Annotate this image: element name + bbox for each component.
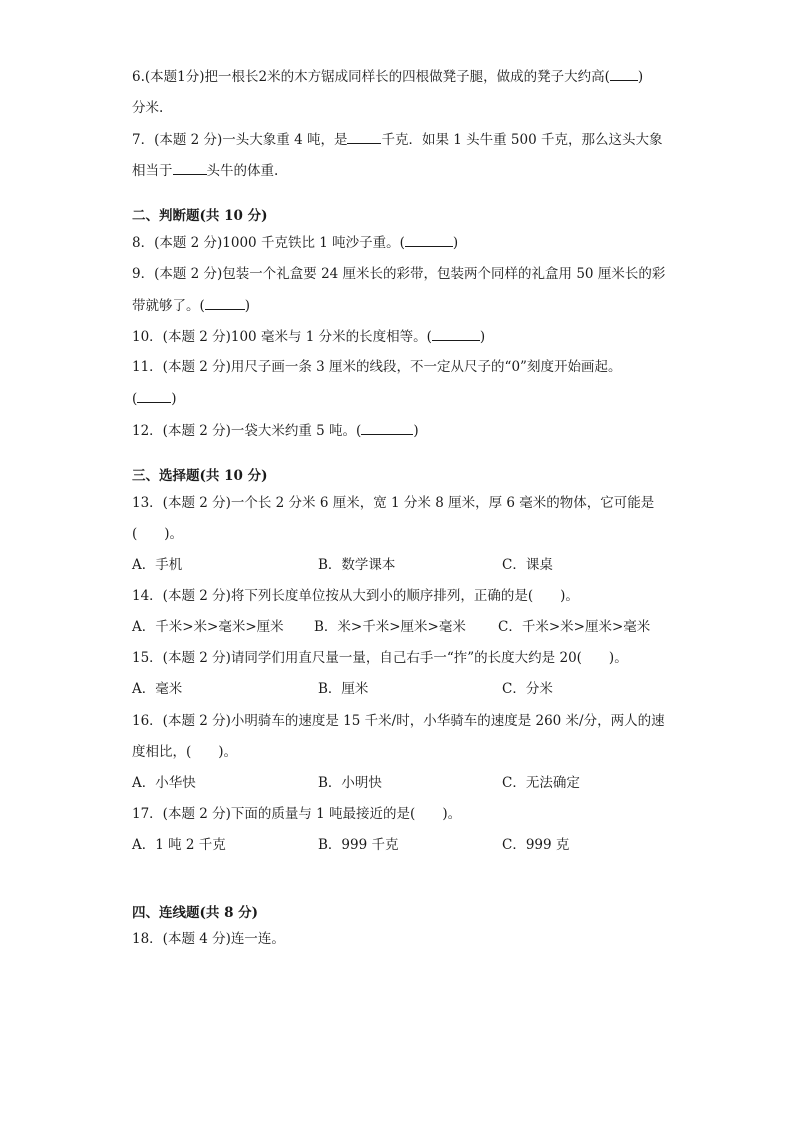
q17-option-c[interactable]: C．999 克	[502, 837, 570, 853]
question-15: 15．(本题 2 分)请同学们用直尺量一量，自己右手一“拃”的长度大约是 20( )。	[132, 650, 628, 666]
paren-close: )	[637, 69, 644, 85]
question-16-line-1: 16．(本题 2 分)小明骑车的速度是 15 千米/时，小华骑车的速度是 260 米/分，两人的速	[132, 713, 665, 729]
section-title-judgement: 二、判断题(共 10 分)	[132, 208, 268, 224]
question-14: 14．(本题 2 分)将下列长度单位按从大到小的顺序排列，正确的是( )。	[132, 588, 579, 604]
q16-option-c[interactable]: C．无法确定	[502, 775, 580, 791]
question-7-text-b: 千克．如果 1 头牛重 500 千克，那么这头大象	[381, 132, 663, 148]
question-6-line-2: 分米.	[132, 100, 164, 116]
question-13-line-1: 13．(本题 2 分)一个长 2 分米 6 厘米，宽 1 分米 8 厘米，厚 6 毫米的物体，它可能是	[132, 495, 655, 511]
section-title-choice: 三、选择题(共 10 分)	[132, 468, 268, 484]
question-12	[132, 420, 419, 441]
paren-close: )	[452, 235, 459, 251]
q17-option-a[interactable]: A．1 吨 2 千克	[132, 837, 226, 853]
q14-option-c[interactable]: C．千米>米>厘米>毫米	[498, 619, 651, 635]
q13-option-b[interactable]: B．数学课本	[318, 557, 396, 573]
q16-option-b[interactable]: B．小明快	[318, 775, 382, 791]
answer-blank[interactable]	[610, 66, 638, 81]
answer-blank[interactable]	[173, 160, 207, 175]
question-18: 18．(本题 4 分)连一连。	[132, 931, 285, 947]
paren-open: (	[132, 391, 138, 407]
question-11-line-1: 11．(本题 2 分)用尺子画一条 3 厘米的线段，不一定从尺子的“0”刻度开始画起。	[132, 359, 622, 375]
question-9-line-2	[132, 295, 250, 316]
answer-blank[interactable]	[137, 388, 171, 403]
question-17: 17．(本题 2 分)下面的质量与 1 吨最接近的是( )。	[132, 806, 462, 822]
q14-option-a[interactable]: A．千米>米>毫米>厘米	[132, 619, 284, 635]
question-6-line-1	[132, 66, 643, 87]
q14-option-b[interactable]: B．米>千米>厘米>毫米	[314, 619, 466, 635]
question-16-line-2: 度相比，( )。	[132, 744, 238, 760]
q13-option-a[interactable]: A．手机	[132, 557, 183, 573]
question-8-text: 8．(本题 2 分)1000 千克铁比 1 吨沙子重。(	[132, 235, 405, 251]
answer-blank[interactable]	[205, 295, 245, 310]
question-10	[132, 326, 485, 347]
question-7-line-2	[132, 160, 278, 181]
paren-close: )	[413, 423, 419, 439]
question-6-text: 6.(本题1分)把一根长2米的木方锯成同样长的四根做凳子腿，做成的凳子大约高(	[132, 69, 610, 85]
answer-blank[interactable]	[432, 326, 480, 341]
section-title-matching: 四、连线题(共 8 分)	[132, 905, 259, 921]
paren-close: )	[171, 391, 177, 407]
q17-option-b[interactable]: B．999 千克	[318, 837, 399, 853]
question-12-text: 12．(本题 2 分)一袋大米约重 5 吨。(	[132, 423, 362, 439]
question-11-line-2	[132, 388, 177, 409]
question-8	[132, 232, 458, 253]
q16-option-a[interactable]: A．小华快	[132, 775, 196, 791]
question-9-line-1: 9．(本题 2 分)包装一个礼盒要 24 厘米长的彩带，包装两个同样的礼盒用 50 厘米长的彩	[132, 266, 666, 282]
question-9-text: 带就够了。(	[132, 298, 205, 314]
question-7-text-a: 7．(本题 2 分)一头大象重 4 吨，是	[132, 132, 348, 148]
q15-option-c[interactable]: C．分米	[502, 681, 553, 697]
answer-blank[interactable]	[347, 129, 381, 144]
paren-close: )	[479, 329, 486, 345]
paren-close: )	[244, 298, 251, 314]
question-10-text: 10．(本题 2 分)100 毫米与 1 分米的长度相等。(	[132, 329, 432, 345]
question-7-text-d: 头牛的体重.	[206, 163, 279, 179]
question-13-line-2: ( )。	[132, 526, 184, 542]
q13-option-c[interactable]: C．课桌	[502, 557, 553, 573]
answer-blank[interactable]	[361, 420, 413, 435]
question-7-line-1	[132, 129, 663, 150]
question-7-text-c: 相当于	[132, 163, 173, 179]
q15-option-b[interactable]: B．厘米	[318, 681, 369, 697]
answer-blank[interactable]	[405, 232, 453, 247]
q15-option-a[interactable]: A．毫米	[132, 681, 183, 697]
